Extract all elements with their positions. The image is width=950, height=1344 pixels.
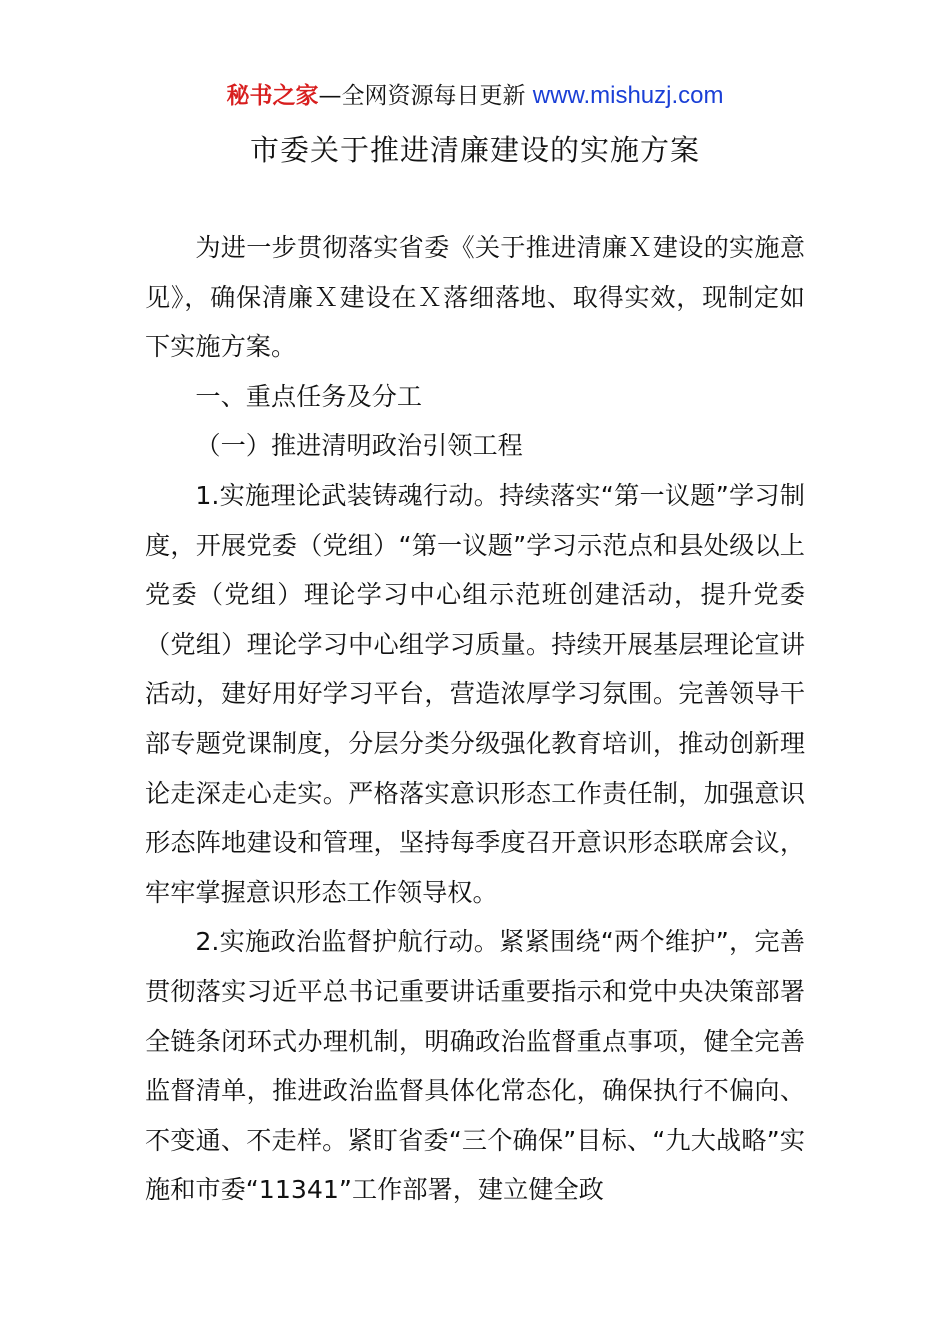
body-paragraph: 2.实施政治监督护航行动。紧紧围绕“两个维护”，完善贯彻落实习近平总书记重要讲话重要指示和党中央决策部署全链条闭环式办理机制，明确政治监督重点事项，健全完善监督清单，推进政治监督具体化常态化，确保执行不偏向、不变通、不走样。紧盯省委“三个确保”目标、“九大战略”实施和市委“11341”工作部署，建立健全政 [145, 927, 805, 1205]
site-url-link[interactable]: www.mishuzj.com [532, 82, 724, 109]
site-tagline: —全网资源每日更新 [318, 83, 533, 109]
site-brand[interactable]: 秘书之家 [226, 83, 319, 109]
site-header [0, 80, 950, 112]
section-heading: 一、重点任务及分工 [195, 381, 423, 411]
intro-paragraph: 为进一步贯彻落实省委《关于推进清廉Ｘ建设的实施意见》，确保清廉Ｘ建设在Ｘ落细落地、取得实效，现制定如下实施方案。 [145, 233, 805, 362]
document-body [145, 223, 805, 1215]
subsection-heading: （一）推进清明政治引领工程 [195, 431, 523, 461]
body-paragraph: 1.实施理论武装铸魂行动。持续落实“第一议题”学习制度，开展党委（党组）“第一议题”学习示范点和县处级以上党委（党组）理论学习中心组示范班创建活动，提升党委（党组）理论学习中心组学习质量。持续开展基层理论宣讲活动，建好用好学习平台，营造浓厚学习氛围。完善领导干部专题党课制度，分层分类分级强化教育培训，推动创新理论走深走心走实。严格落实意识形态工作责任制，加强意识形态阵地建设和管理，坚持每季度召开意识形态联席会议，牢牢掌握意识形态工作领导权。 [145, 480, 805, 907]
document-title: 市委关于推进清廉建设的实施方案 [249, 133, 700, 167]
